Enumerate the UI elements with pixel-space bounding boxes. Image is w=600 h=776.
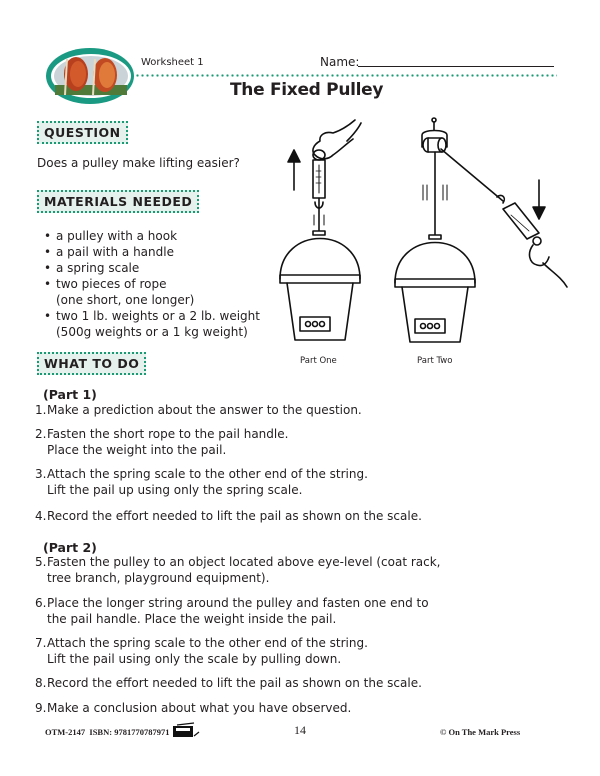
step-number: 1. <box>35 403 47 417</box>
pulley-illustration <box>275 105 595 350</box>
step-text-cont: the pail handle. Place the weight inside the pail. <box>47 612 337 626</box>
name-input-line[interactable] <box>358 66 554 67</box>
copyright: © On The Mark Press <box>440 727 521 737</box>
step-number: 3. <box>35 467 47 481</box>
material-text: a spring scale <box>56 261 140 275</box>
step-text: Record the effort needed to lift the pail as shown on the scale. <box>47 509 422 523</box>
step-text: Make a prediction about the answer to the question. <box>47 403 362 417</box>
isbn-value: 9781770787971 <box>114 727 170 737</box>
step-item <box>35 700 351 716</box>
step-number: 6. <box>35 596 47 610</box>
part1-heading: (Part 1) <box>43 387 97 402</box>
step-item <box>35 426 288 458</box>
list-item <box>44 228 260 244</box>
step-text: Fasten the short rope to the pail handle. <box>47 427 289 441</box>
step-text: Fasten the pulley to an object located above eye-level (coat rack, <box>47 555 441 569</box>
list-item <box>44 260 260 276</box>
down-arrow-icon <box>533 180 545 219</box>
step-text: Attach the spring scale to the other end of the string. <box>47 467 368 481</box>
page-title: The Fixed Pulley <box>230 80 384 100</box>
name-label: Name: <box>320 55 360 69</box>
footer-product-info <box>45 727 169 737</box>
material-text: a pulley with a hook <box>56 229 178 243</box>
material-text-cont: (500g weights or a 1 kg weight) <box>56 325 248 339</box>
what-to-do-section-label: WHAT TO DO <box>37 352 146 375</box>
step-number: 2. <box>35 427 47 441</box>
step-item <box>35 675 422 691</box>
copier-icon <box>172 722 202 742</box>
product-code: OTM-2147 <box>45 727 86 737</box>
step-number: 7. <box>35 636 47 650</box>
list-item <box>44 276 260 308</box>
step-text-cont: Lift the pail using only the scale by pulling down. <box>47 652 342 666</box>
step-text-cont: Lift the pail up using only the spring scale. <box>47 483 303 497</box>
material-text: a pail with a handle <box>56 245 174 259</box>
question-text: Does a pulley make lifting easier? <box>37 156 240 170</box>
step-item <box>35 595 429 627</box>
material-text: two pieces of rope <box>56 277 167 291</box>
step-text-cont: tree branch, playground equipment). <box>47 571 270 585</box>
logo-pulley-image <box>45 47 135 105</box>
list-item <box>44 308 260 340</box>
step-item <box>35 554 441 586</box>
step-text-cont: Place the weight into the pail. <box>47 443 227 457</box>
step-text: Make a conclusion about what you have observed. <box>47 701 352 715</box>
step-text: Attach the spring scale to the other end of the string. <box>47 636 368 650</box>
list-item <box>44 244 260 260</box>
step-number: 9. <box>35 701 47 715</box>
page-number: 14 <box>294 723 306 737</box>
material-text: two 1 lb. weights or a 2 lb. weight <box>56 309 260 323</box>
step-number: 5. <box>35 555 47 569</box>
step-number: 8. <box>35 676 47 690</box>
step-number: 4. <box>35 509 47 523</box>
step-text: Place the longer string around the pulley and fasten one end to <box>47 596 429 610</box>
material-text-cont: (one short, one longer) <box>56 293 195 307</box>
header-dotted-divider <box>135 74 557 77</box>
up-arrow-icon <box>288 150 300 190</box>
step-item <box>35 635 368 667</box>
worksheet-label: Worksheet 1 <box>141 57 204 68</box>
caption-part-two: Part Two <box>417 356 453 366</box>
step-item <box>35 466 368 498</box>
step-item <box>35 508 422 524</box>
materials-section-label: MATERIALS NEEDED <box>37 190 199 213</box>
step-text: Record the effort needed to lift the pail as shown on the scale. <box>47 676 422 690</box>
caption-part-one: Part One <box>300 356 337 366</box>
isbn-label: ISBN: <box>89 727 113 737</box>
step-item <box>35 402 362 418</box>
part2-heading: (Part 2) <box>43 540 97 555</box>
materials-list <box>44 228 260 340</box>
question-section-label: QUESTION <box>37 121 128 144</box>
